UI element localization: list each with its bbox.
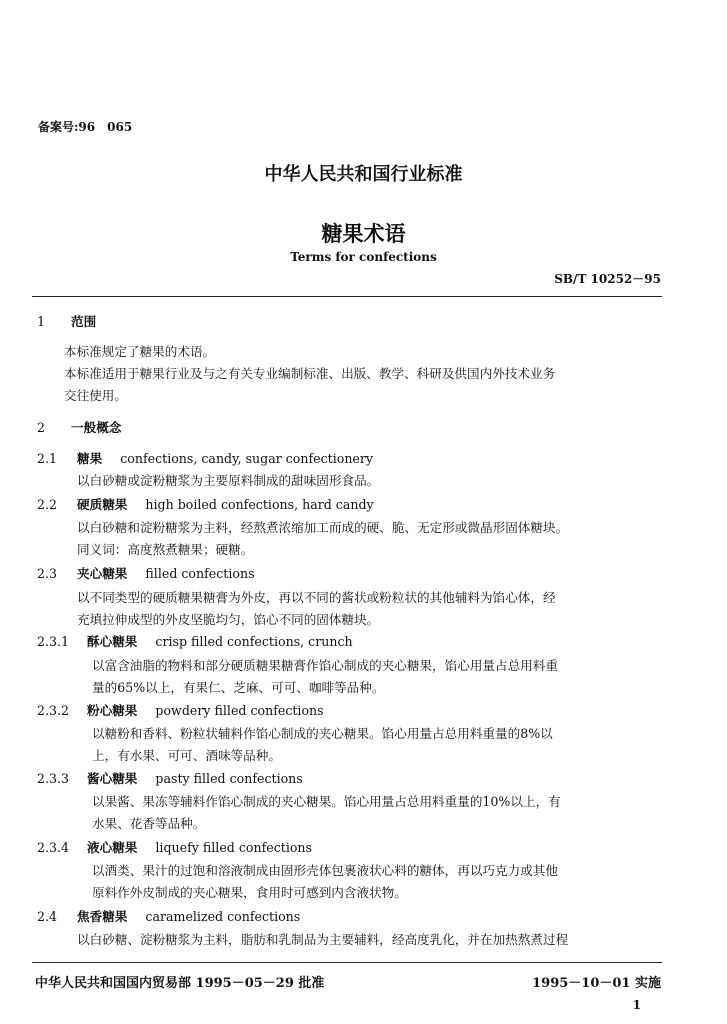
entry-english-term: caramelized confections [145, 909, 301, 924]
entry-term: 硬质糖果 [77, 497, 128, 512]
footer-divider [32, 962, 662, 963]
entry-definition-line: 以白砂糖、淀粉糖浆为主料，脂肪和乳制品为主要辅料，经高度乳化，并在加热熬煮过程 [77, 932, 569, 947]
approval-note: 中华人民共和国国内贸易部 1995－05－29 批准 [35, 976, 325, 991]
section-number: 1 [37, 314, 46, 329]
entry-number: 2.2 [37, 497, 58, 512]
section-title: 一般概念 [71, 420, 122, 435]
entry-definition-line: 以白砂糖或淀粉糖浆为主要原料制成的甜味固形食品。 [77, 473, 380, 488]
entry-definition-line: 以酒类、果汁的过饱和溶液制成由固形壳体包裹液状心料的糖体，再以巧克力或其他 [92, 863, 558, 878]
entry-number: 2.3.1 [37, 634, 70, 649]
entry-heading [37, 493, 374, 516]
issuing-organization: 中华人民共和国行业标准 [264, 164, 463, 185]
entry-heading [37, 630, 353, 653]
entry-heading [37, 836, 312, 859]
entry-english-term: high boiled confections, hard candy [145, 497, 374, 512]
entry-english-term: confections, candy, sugar confectionery [120, 451, 374, 466]
entry-number: 2.3.3 [37, 771, 70, 786]
page-number: 1 [632, 998, 641, 1012]
scope-paragraph-2-line-2: 交往使用。 [64, 388, 127, 403]
entry-definition-line: 以糖粉和香料、粉粒状辅料作馅心制成的夹心糖果。馅心用量占总用料重量的8%以 [92, 726, 553, 741]
section-number: 2 [37, 420, 46, 435]
record-number: 备案号:96 065 [38, 120, 133, 134]
entry-term: 焦香糖果 [77, 909, 128, 924]
entry-definition-line: 同义词：高度熬煮糖果；硬糖。 [77, 542, 254, 557]
entry-heading [37, 447, 373, 470]
entry-definition-line: 以不同类型的硬质糖果糖膏为外皮，再以不同的酱状或粉粒状的其他辅料为馅心体，经 [77, 590, 556, 605]
entry-heading [37, 699, 324, 722]
scope-paragraph-1: 本标准规定了糖果的术语。 [64, 344, 216, 359]
document-title: 糖果术语 [321, 221, 406, 246]
entry-english-term: liquefy filled confections [155, 840, 312, 855]
entry-definition-line: 以果酱、果冻等辅料作馅心制成的夹心糖果。馅心用量占总用料重量的10%以上，有 [92, 794, 561, 809]
entry-number: 2.3.2 [37, 703, 70, 718]
header-divider [32, 296, 662, 297]
entry-term: 糖果 [77, 451, 103, 466]
entry-definition-line: 充填拉伸成型的外皮坚脆均匀，馅心不同的固体糖块。 [77, 612, 380, 627]
entry-definition-line: 上，有水果、可可、酒味等品种。 [92, 748, 281, 763]
entry-number: 2.3 [37, 566, 58, 581]
standard-code: SB/T 10252－95 [554, 272, 661, 286]
section-1-heading [37, 310, 96, 333]
entry-heading [37, 562, 255, 585]
entry-term: 液心糖果 [87, 840, 138, 855]
entry-term: 粉心糖果 [87, 703, 138, 718]
entry-number: 2.3.4 [37, 840, 70, 855]
document-subtitle: Terms for confections [290, 250, 437, 264]
implementation-date: 1995－10－01 实施 [532, 976, 661, 991]
entry-definition-line: 以富含油脂的物料和部分硬质糖果糖膏作馅心制成的夹心糖果，馅心用量占总用料重 [92, 658, 558, 673]
entry-definition-line: 以白砂糖和淀粉糖浆为主料，经熬煮浓缩加工而成的硬、脆、无定形或微晶形固体糖块。 [77, 520, 569, 535]
entry-term: 夹心糖果 [77, 566, 128, 581]
entry-term: 酱心糖果 [87, 771, 138, 786]
entry-english-term: powdery filled confections [155, 703, 324, 718]
entry-definition-line: 量的65%以上，有果仁、芝麻、可可、咖啡等品种。 [92, 680, 385, 695]
section-title: 范围 [71, 314, 97, 329]
section-2-heading [37, 416, 121, 439]
entry-definition-line: 原料作外皮制成的夹心糖果，食用时可感到内含液状物。 [92, 885, 407, 900]
entry-english-term: pasty filled confections [155, 771, 303, 786]
entry-number: 2.4 [37, 909, 58, 924]
entry-number: 2.1 [37, 451, 58, 466]
entry-heading [37, 905, 300, 928]
entry-heading [37, 767, 303, 790]
entry-definition-line: 水果、花香等品种。 [92, 816, 206, 831]
entry-term: 酥心糖果 [87, 634, 138, 649]
entry-english-term: filled confections [145, 566, 255, 581]
scope-paragraph-2-line-1: 本标准适用于糖果行业及与之有关专业编制标准、出版、教学、科研及供国内外技术业务 [64, 366, 556, 381]
entry-english-term: crisp filled confections, crunch [155, 634, 353, 649]
